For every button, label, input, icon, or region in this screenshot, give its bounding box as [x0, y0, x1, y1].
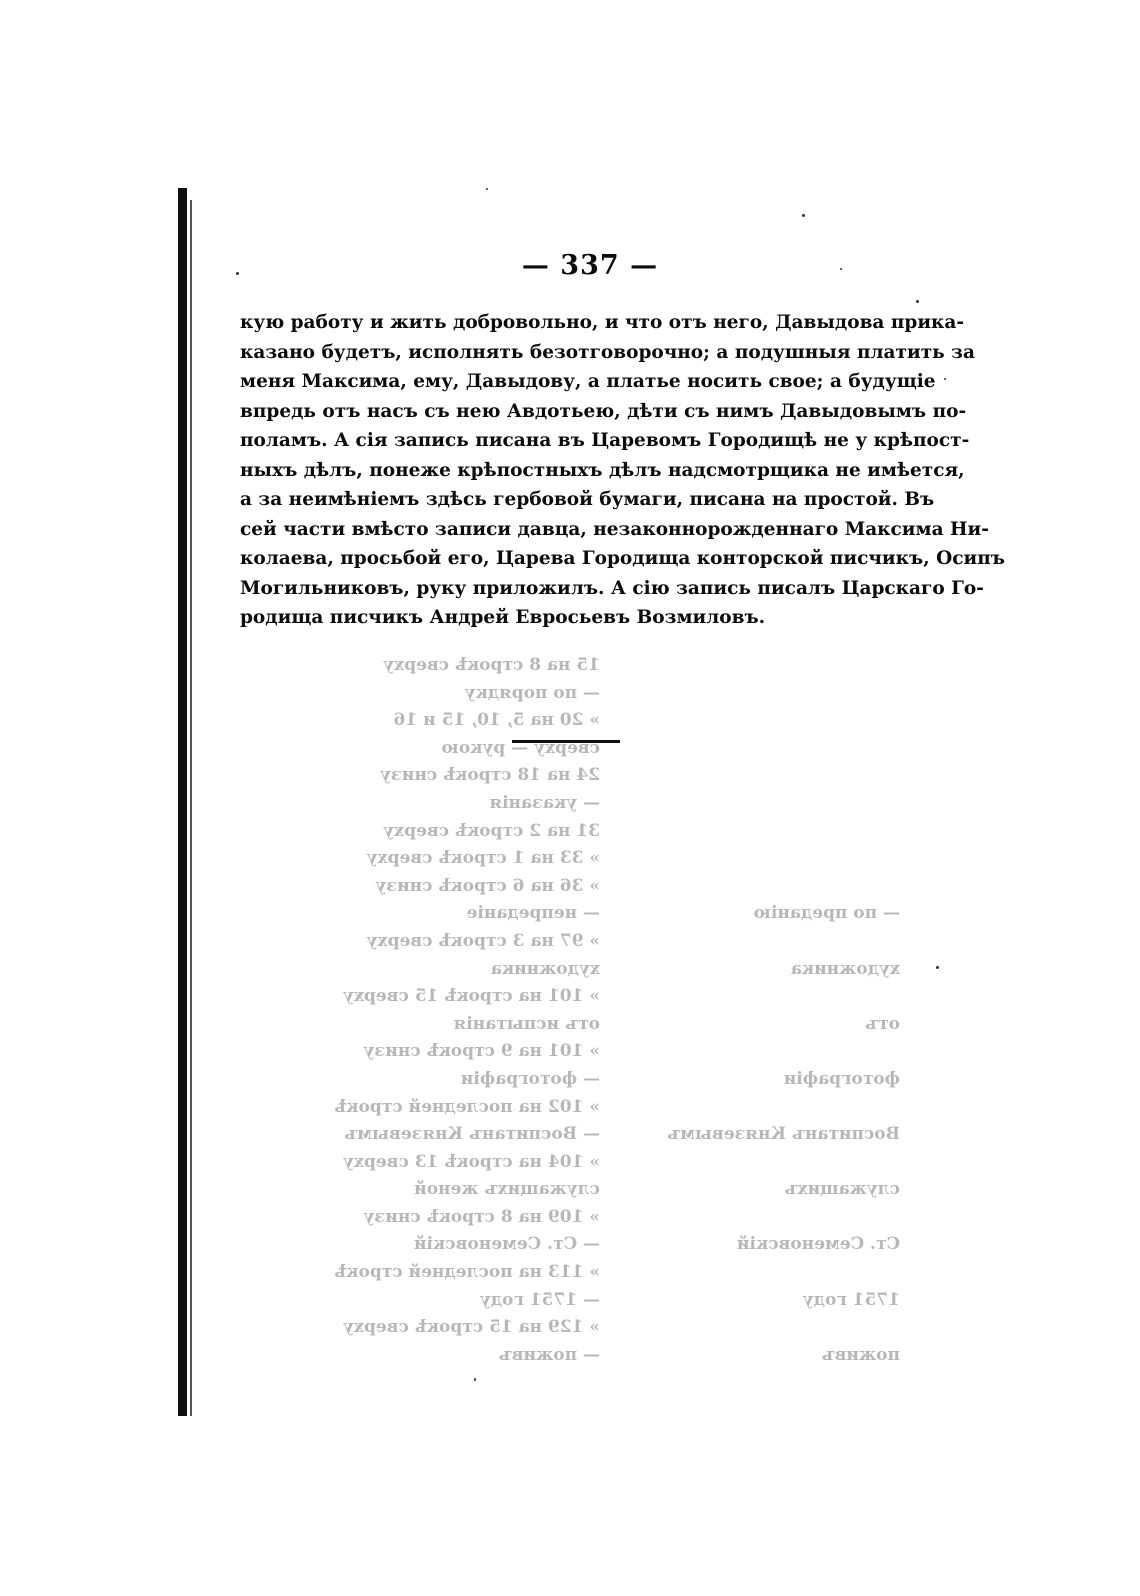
errata-row — [300, 790, 900, 818]
text-line: меня Максима, ему, Давыдову, а платье носить свое; а будущіе — [240, 371, 936, 392]
errata-row — [300, 1066, 900, 1094]
bleed-through-errata — [300, 652, 900, 1372]
errata-location: » 36 на 6 строкѣ снизу — [375, 875, 600, 896]
errata-correction: художника — [790, 958, 900, 979]
errata-row — [300, 1259, 900, 1287]
errata-row — [300, 845, 900, 873]
errata-row — [300, 1094, 900, 1122]
errata-correction: Воспитанъ Князевымъ — [667, 1124, 900, 1145]
errata-correction: 1751 году — [802, 1289, 900, 1310]
errata-location: служащихъ женой — [414, 1179, 600, 1200]
errata-row — [300, 1011, 900, 1039]
scan-speck — [236, 272, 239, 275]
errata-location: — по порядку — [464, 682, 600, 703]
text-line: впредь отъ насъ съ нею Авдотьею, дѣти съ нимъ Давыдовымъ по- — [240, 400, 967, 422]
binding-edge-inner — [190, 200, 192, 1416]
scan-speck — [936, 966, 939, 969]
errata-row — [300, 1121, 900, 1149]
errata-location: » 104 на строкѣ 13 сверху — [342, 1151, 600, 1172]
errata-location: » 101 на 9 строкѣ снизу — [363, 1041, 600, 1062]
errata-row — [300, 956, 900, 984]
errata-location: — поживъ — [498, 1344, 600, 1365]
text-line: колаева, просьбой его, Царева Городища конторской писчикъ, Осипъ — [240, 548, 1005, 569]
errata-row — [300, 1204, 900, 1232]
errata-row — [300, 873, 900, 901]
errata-location: — фотографіи — [460, 1068, 600, 1089]
errata-location: » 102 на последней строкѣ — [334, 1096, 600, 1117]
scan-speck — [802, 214, 805, 217]
text-line: поламъ. А сія запись писана въ Царевомъ Городищѣ не у крѣпост- — [240, 430, 970, 451]
errata-row — [300, 928, 900, 956]
scan-speck — [916, 300, 919, 303]
errata-row — [300, 1231, 900, 1259]
errata-row — [300, 762, 900, 790]
binding-edge — [178, 188, 187, 1416]
main-text-block — [240, 308, 1005, 633]
errata-row — [300, 983, 900, 1011]
errata-row — [300, 900, 900, 928]
errata-location: — непреданіе — [466, 903, 600, 924]
scan-speck — [840, 268, 842, 270]
errata-correction: отъ — [865, 1013, 900, 1034]
errata-correction: поживъ — [821, 1344, 900, 1365]
errata-location: » 129 на 15 строкѣ сверху — [342, 1317, 600, 1338]
errata-location: 31 на 2 строкѣ сверху — [383, 820, 600, 841]
errata-location: — указанія — [489, 792, 600, 813]
errata-location: » 20 на 5, 10, 15 и 16 — [393, 710, 600, 731]
scan-speck — [474, 1378, 476, 1381]
errata-location: — 1751 году — [479, 1289, 600, 1310]
page-number: — 337 — — [521, 250, 659, 281]
text-line: Могильниковъ, руку приложилъ. А сію запись писалъ Царскаго Го- — [240, 577, 984, 599]
errata-location: » 97 на 3 строкѣ сверху — [366, 930, 600, 951]
scan-speck — [486, 188, 488, 190]
errata-row — [300, 818, 900, 846]
errata-row — [300, 707, 900, 735]
errata-location: » 33 на 1 строкѣ сверху — [366, 848, 600, 869]
errata-row — [300, 735, 900, 763]
errata-location: — Воспитанъ Князевымъ — [344, 1124, 600, 1145]
text-line: ныхъ дѣлъ, понеже крѣпостныхъ дѣлъ надсмотрщика не имѣется, — [240, 459, 965, 481]
errata-correction: — по преданію — [753, 903, 900, 924]
errata-correction: Ст. Семеновскій — [736, 1234, 900, 1255]
text-line: кую работу и жить добровольно, и что отъ него, Давыдова прика- — [240, 312, 965, 333]
errata-row — [300, 1314, 900, 1342]
text-line: сей части вмѣсто записи давца, незаконнорожденнаго Максима Ни- — [240, 518, 989, 540]
errata-correction: фотографіи — [783, 1068, 900, 1089]
errata-row — [300, 652, 900, 680]
errata-location: — Ст. Семеновскій — [413, 1234, 600, 1255]
errata-row — [300, 1287, 900, 1315]
errata-row — [300, 1149, 900, 1177]
text-line: родища писчикъ Андрей Евросьевъ Возмиловъ. — [240, 607, 766, 628]
errata-row — [300, 1176, 900, 1204]
errata-location: отъ испытанія — [453, 1013, 600, 1034]
errata-row — [300, 1038, 900, 1066]
errata-location: » 113 на последней строкѣ — [334, 1262, 600, 1283]
text-line: казано будетъ, исполнять безотговорочно; а подушныя платить за — [240, 341, 975, 363]
errata-location: 24 на 18 строкѣ снизу — [380, 765, 600, 786]
errata-location: » 101 на строкѣ 15 сверху — [342, 986, 600, 1007]
errata-row — [300, 680, 900, 708]
errata-location: 15 на 8 строкѣ сверху — [383, 655, 600, 675]
errata-location: художника — [490, 958, 600, 979]
errata-correction: служащихъ — [784, 1179, 900, 1200]
errata-location: сверху — рукою — [441, 737, 600, 758]
errata-location: » 109 на 8 строкѣ снизу — [363, 1206, 600, 1227]
errata-row — [300, 1342, 900, 1370]
text-line: а за неимѣніемъ здѣсь гербовой бумаги, писана на простой. Въ — [240, 489, 935, 510]
scan-speck — [944, 378, 946, 380]
